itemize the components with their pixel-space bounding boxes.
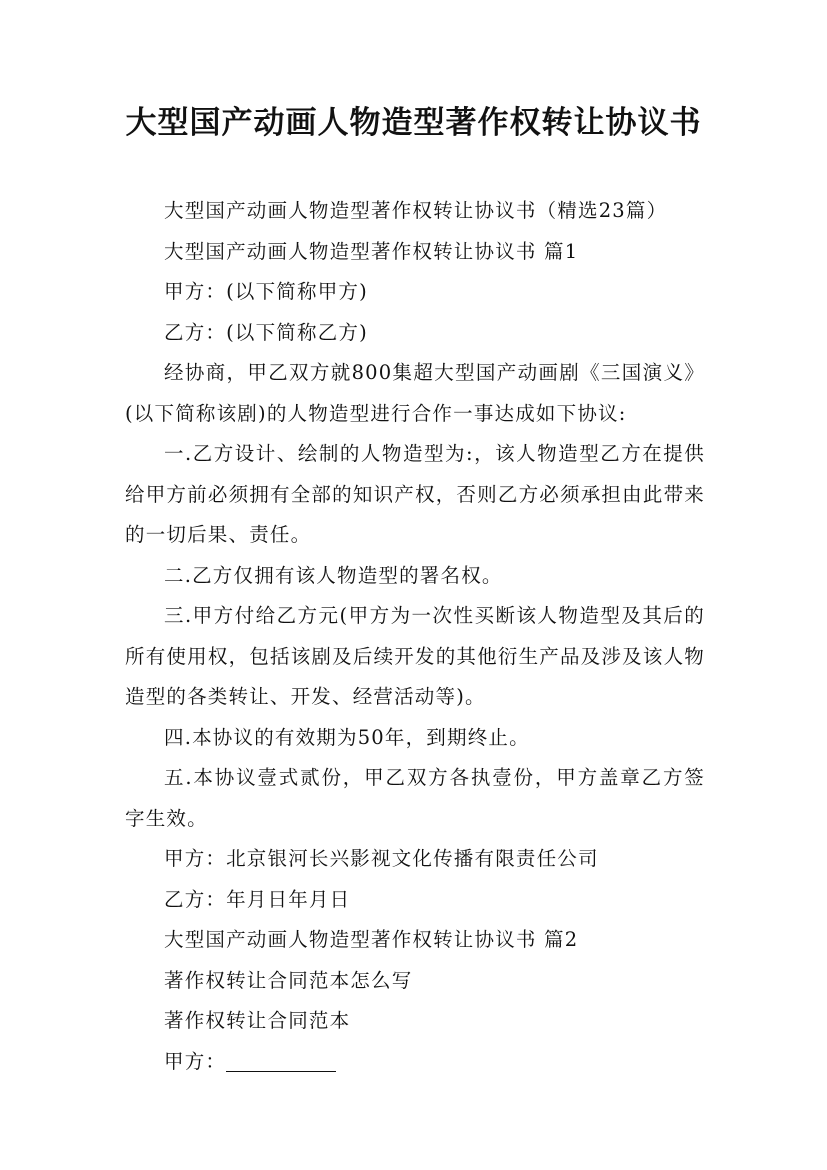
paragraph-section-heading-1: 大型国产动画人物造型著作权转让协议书 篇1 (164, 239, 579, 263)
paragraph-clause-5: 五.本协议壹式贰份，甲乙双方各执壹份，甲方盖章乙方签字生效。 (125, 766, 705, 830)
paragraph-party-a: 甲方：(以下简称甲方) (164, 280, 368, 303)
paragraph-howto: 著作权转让合同范本怎么写 (164, 968, 413, 992)
paragraph-section-heading-2: 大型国产动画人物造型著作权转让协议书 篇2 (164, 928, 579, 951)
paragraph-clause-1: 一.乙方设计、绘制的人物造型为:，该人物造型乙方在提供给甲方前必须拥有全部的知识产权，否则乙方必须承担由此带来的一切后果、责任。 (125, 442, 705, 546)
paragraph-clause-4: 四.本协议的有效期为50年，到期终止。 (164, 725, 530, 749)
fill-in-blank-line (226, 1051, 336, 1072)
paragraph-template-title: 著作权转让合同范本 (164, 1009, 351, 1032)
party-a-label: 甲方： (164, 1049, 227, 1073)
paragraph-subtitle: 大型国产动画人物造型著作权转让协议书（精选23篇） (164, 199, 668, 222)
paragraph-party-b: 乙方：(以下简称乙方) (164, 320, 368, 344)
paragraph-clause-2: 二.乙方仅拥有该人物造型的署名权。 (164, 563, 503, 587)
paragraph-signature-b: 乙方：年月日年月日 (164, 887, 351, 911)
paragraph-party-a-blank (125, 1042, 705, 1083)
paragraph-intro: 经协商，甲乙双方就800集超大型国产动画剧《三国演义》(以下简称该剧)的人物造型进行合作一事达成如下协议: (125, 361, 705, 425)
paragraph-clause-3: 三.甲方付给乙方元(甲方为一次性买断该人物造型及其后的所有使用权，包括该剧及后续开发的其他衍生产品及涉及该人物造型的各类转让、开发、经营活动等)。 (125, 604, 705, 708)
paragraph-signature-a: 甲方：北京银河长兴影视文化传播有限责任公司 (164, 847, 599, 870)
document-body (125, 191, 705, 1082)
document-title: 大型国产动画人物造型著作权转让协议书 (125, 105, 702, 141)
